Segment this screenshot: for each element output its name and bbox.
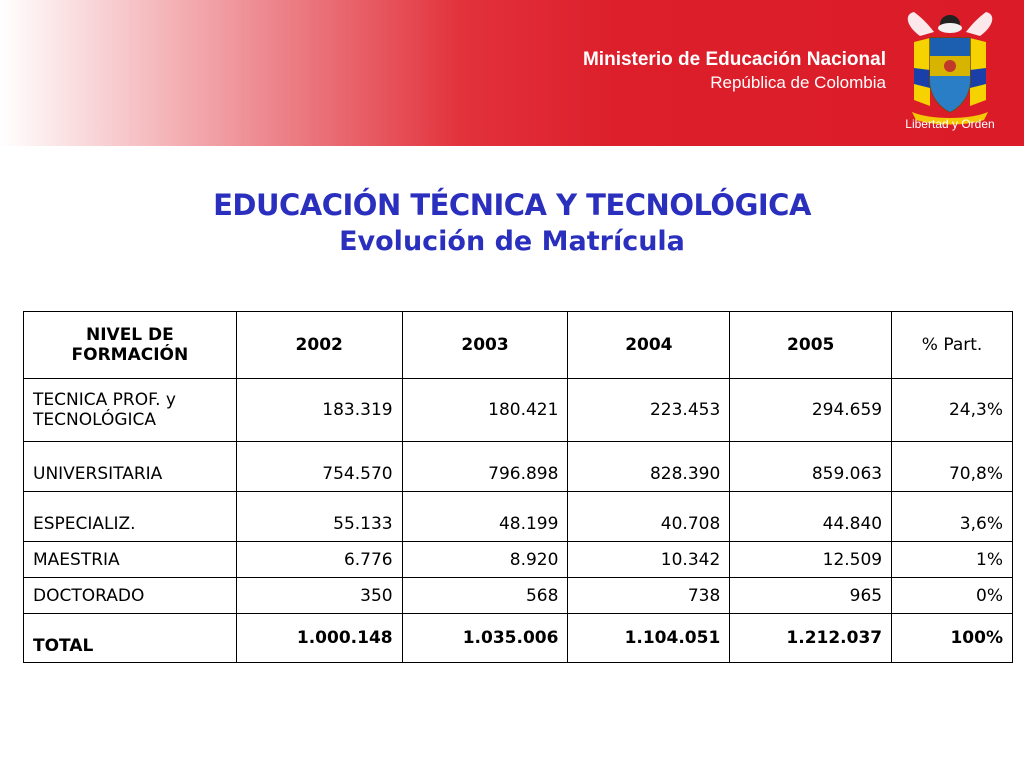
table-row <box>24 379 1013 442</box>
cell-value: 0% <box>892 578 1013 614</box>
row-label: MAESTRIA <box>24 542 237 578</box>
table-row <box>24 578 1013 614</box>
crest-motto: Libertad y Orden <box>905 117 995 131</box>
cell-value: 180.421 <box>402 379 568 442</box>
header-2004: 2004 <box>568 312 730 379</box>
table-row <box>24 442 1013 492</box>
cell-value: 12.509 <box>730 542 892 578</box>
cell-value: 223.453 <box>568 379 730 442</box>
ministry-heading <box>583 48 886 94</box>
cell-value: 1.000.148 <box>236 614 402 663</box>
header-2005: 2005 <box>730 312 892 379</box>
cell-value: 859.063 <box>730 442 892 492</box>
row-label: DOCTORADO <box>24 578 237 614</box>
cell-value: 10.342 <box>568 542 730 578</box>
page-subtitle: Evolución de Matrícula <box>339 226 685 257</box>
cell-value: 6.776 <box>236 542 402 578</box>
cell-value: 3,6% <box>892 492 1013 542</box>
cell-value: 44.840 <box>730 492 892 542</box>
cell-value: 1% <box>892 542 1013 578</box>
cell-value: 70,8% <box>892 442 1013 492</box>
cell-value: 24,3% <box>892 379 1013 442</box>
ministry-name: Ministerio de Educación Nacional <box>582 49 886 70</box>
cell-value: 738 <box>568 578 730 614</box>
header-2002: 2002 <box>236 312 402 379</box>
header-part: % Part. <box>892 312 1013 379</box>
cell-value: 965 <box>730 578 892 614</box>
header-nivel: NIVEL DE FORMACIÓN <box>24 312 237 379</box>
table-row <box>24 542 1013 578</box>
row-label: TECNICA PROF. y TECNOLÓGICA <box>24 379 237 442</box>
title-block <box>0 186 1024 260</box>
header-2003: 2003 <box>402 312 568 379</box>
cell-value: 568 <box>402 578 568 614</box>
country-name: República de Colombia <box>710 73 886 92</box>
page-title: EDUCACIÓN TÉCNICA Y TECNOLÓGICA <box>213 188 811 222</box>
row-label: UNIVERSITARIA <box>24 442 237 492</box>
cell-value: 40.708 <box>568 492 730 542</box>
table-row <box>24 492 1013 542</box>
cell-value: 796.898 <box>402 442 568 492</box>
cell-value: 1.212.037 <box>730 614 892 663</box>
cell-value: 8.920 <box>402 542 568 578</box>
cell-value: 1.035.006 <box>402 614 568 663</box>
cell-value: 100% <box>892 614 1013 663</box>
cell-value: 754.570 <box>236 442 402 492</box>
cell-value: 350 <box>236 578 402 614</box>
cell-value: 183.319 <box>236 379 402 442</box>
row-label: TOTAL <box>24 614 237 663</box>
cell-value: 55.133 <box>236 492 402 542</box>
cell-value: 294.659 <box>730 379 892 442</box>
total-row <box>24 614 1013 663</box>
cell-value: 48.199 <box>402 492 568 542</box>
cell-value: 828.390 <box>568 442 730 492</box>
row-label: ESPECIALIZ. <box>24 492 237 542</box>
cell-value: 1.104.051 <box>568 614 730 663</box>
enrollment-table <box>23 311 1013 663</box>
table-header-row <box>24 312 1013 379</box>
